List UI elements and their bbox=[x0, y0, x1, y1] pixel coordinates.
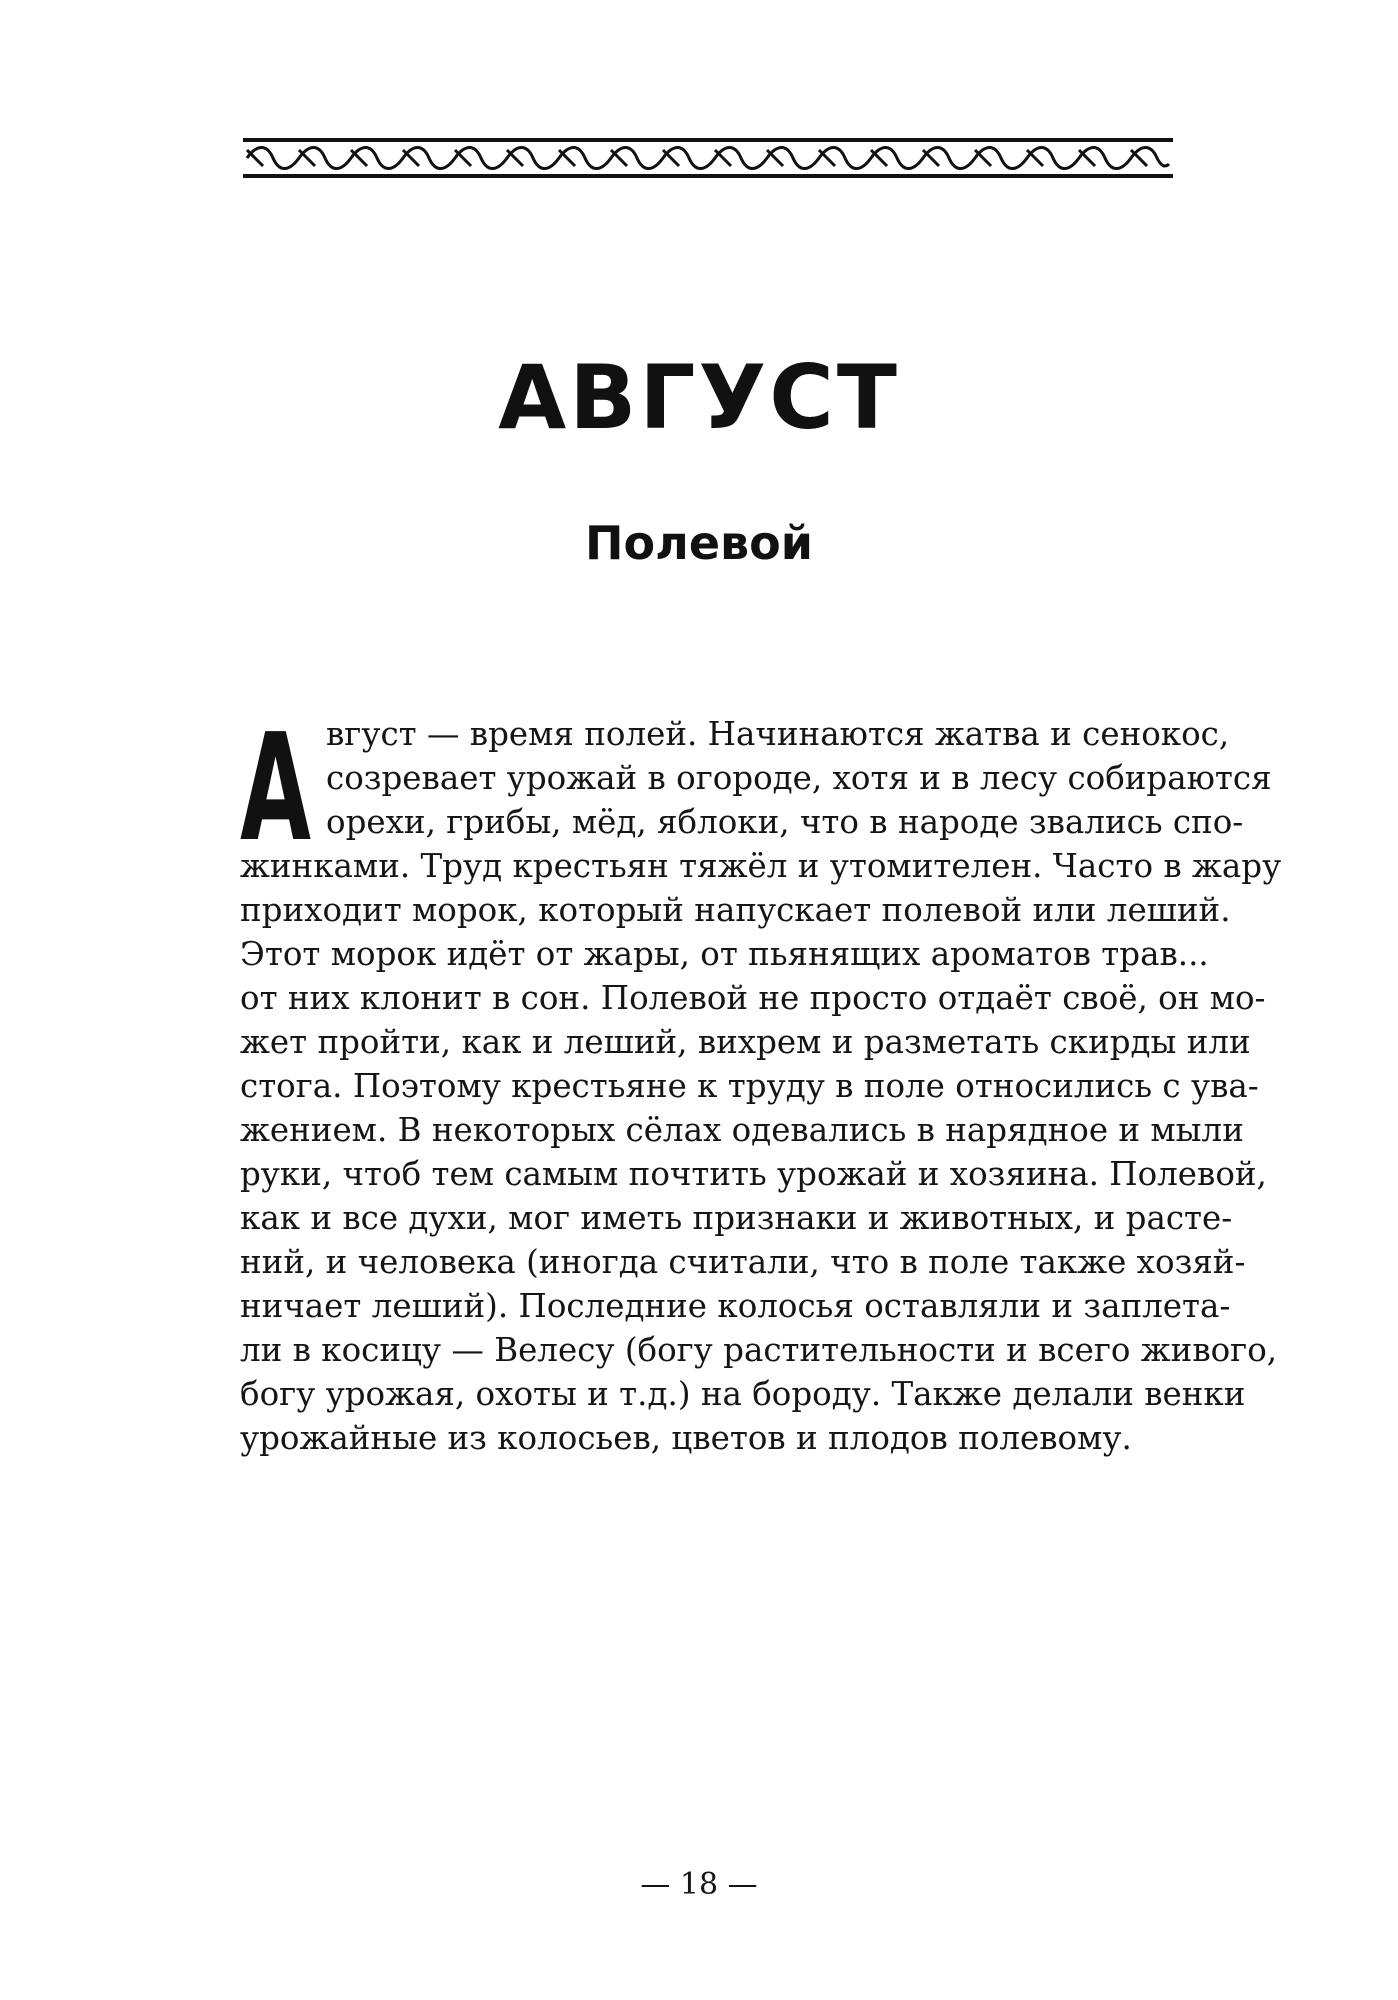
text-line: Этот морок идёт от жары, от пьянящих ароматов трав... bbox=[240, 935, 1209, 973]
text-line: орехи, грибы, мёд, яблоки, что в народе звались спо- bbox=[326, 803, 1244, 841]
text-line: урожайные из колосьев, цветов и плодов полевому. bbox=[240, 1419, 1132, 1457]
drop-cap: А bbox=[240, 702, 312, 874]
text-line: ний, и человека (иногда считали, что в поле также хозяй- bbox=[240, 1243, 1246, 1281]
text-line: ли в косицу — Велесу (богу растительности и всего живого, bbox=[240, 1331, 1278, 1369]
body-text bbox=[240, 702, 1282, 1460]
text-line: стога. Поэтому крестьяне к труду в поле относились с ува- bbox=[240, 1067, 1259, 1105]
text-line: от них клонит в сон. Полевой не просто отдаёт своё, он мо- bbox=[240, 979, 1266, 1017]
text-line: созревает урожай в огороде, хотя и в лесу собираются bbox=[326, 759, 1272, 797]
text-line: жением. В некоторых сёлах одевались в нарядное и мыли bbox=[240, 1111, 1244, 1149]
ornamental-border bbox=[243, 138, 1173, 178]
section-title: Полевой bbox=[585, 516, 813, 570]
text-line: жинками. Труд крестьян тяжёл и утомителен. Часто в жару bbox=[240, 847, 1282, 885]
text-line: руки, чтоб тем самым почтить урожай и хозяина. Полевой, bbox=[240, 1155, 1267, 1193]
text-line: жет пройти, как и леший, вихрем и разметать скирды или bbox=[240, 1023, 1251, 1061]
text-line: ничает леший). Последние колосья оставляли и заплета- bbox=[240, 1287, 1231, 1325]
text-line: приходит морок, который напускает полевой или леший. bbox=[240, 891, 1231, 929]
text-line: богу урожая, охоты и т.д.) на бороду. Также делали венки bbox=[240, 1375, 1246, 1413]
text-line: как и все духи, мог иметь признаки и животных, и расте- bbox=[240, 1199, 1233, 1237]
chapter-title: АВГУСТ bbox=[498, 346, 900, 449]
page-number: — 18 — bbox=[640, 1867, 758, 1902]
text-line: вгуст — время полей. Начинаются жатва и сенокос, bbox=[326, 715, 1230, 753]
